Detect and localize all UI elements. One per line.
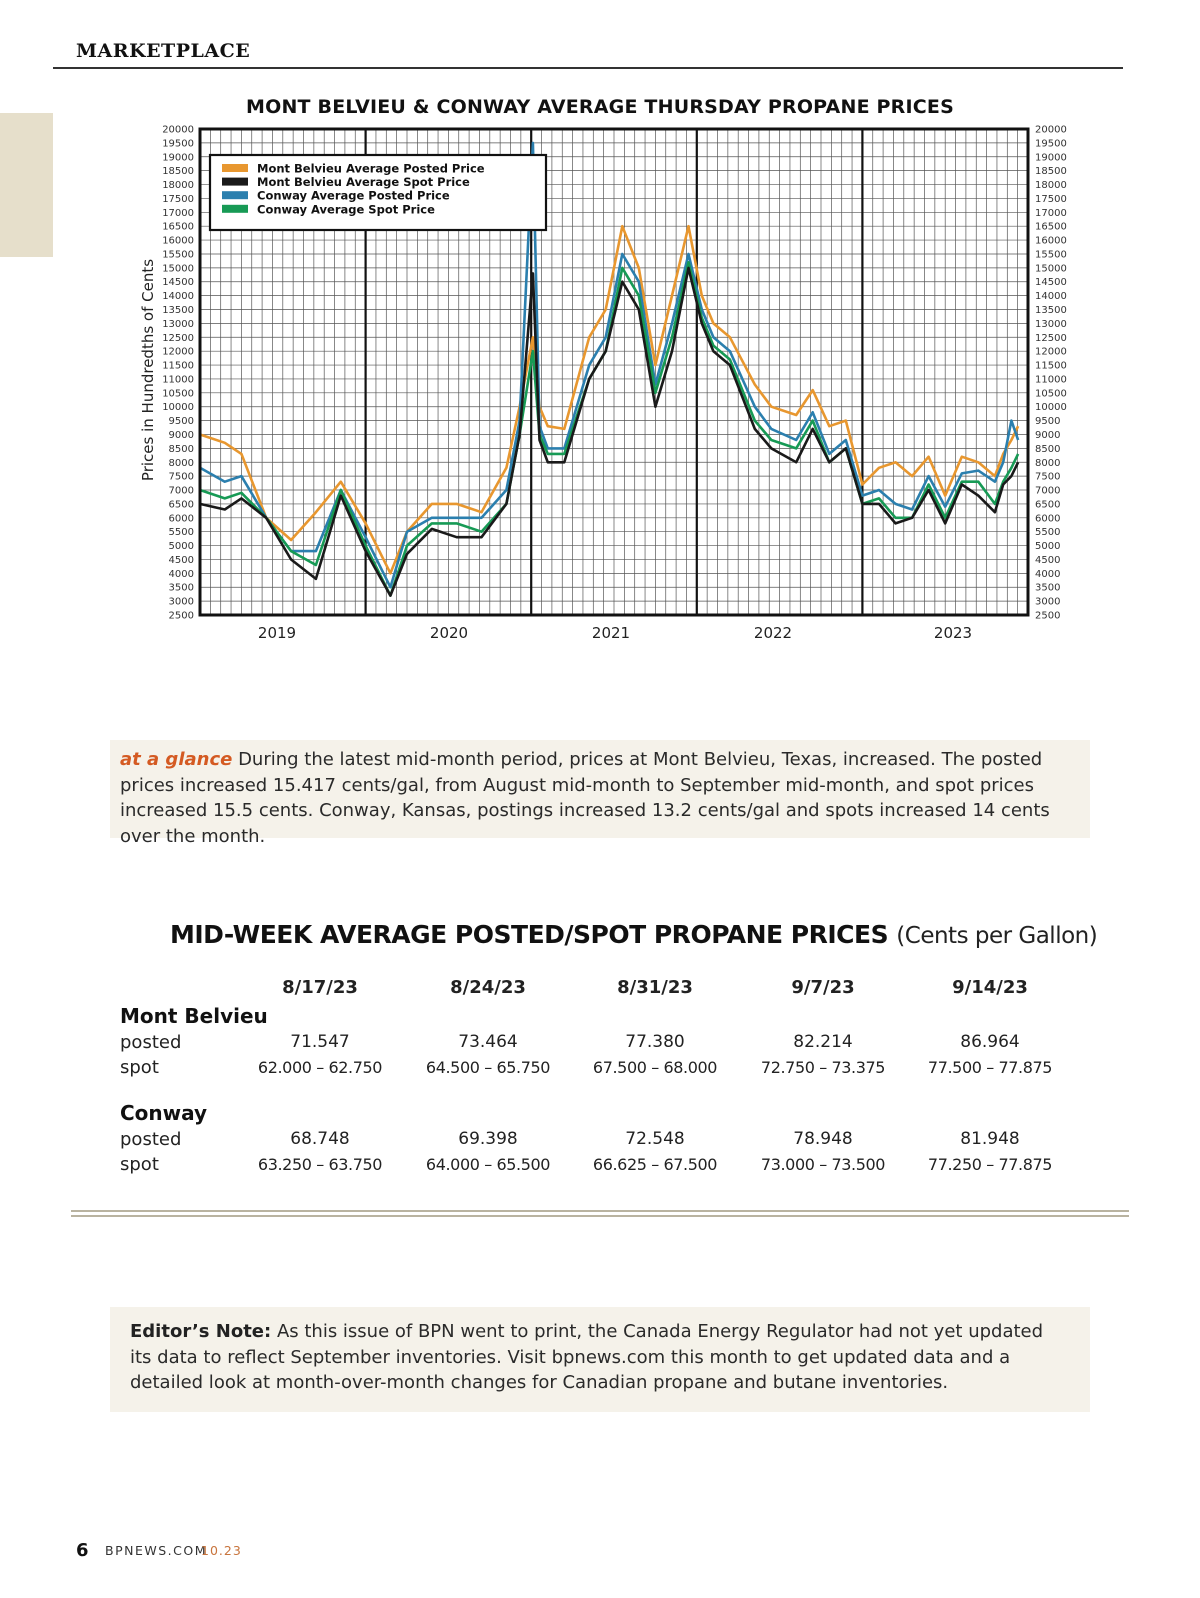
cw-posted-1: 68.748 [290, 1129, 350, 1149]
y-tick-label-right: 6500 [1035, 499, 1061, 511]
y-tick-label-left: 2500 [168, 610, 194, 622]
y-tick-label-right: 11500 [1035, 360, 1067, 372]
y-tick-label-left: 5500 [168, 527, 194, 539]
y-tick-label-left: 10000 [162, 402, 194, 414]
legend-swatch [222, 205, 248, 213]
y-tick-label-right: 6000 [1035, 513, 1061, 525]
legend-label: Mont Belvieu Average Posted Price [257, 161, 485, 176]
section-divider [71, 1210, 1129, 1212]
y-tick-label-right: 7000 [1035, 485, 1061, 497]
y-tick-label-right: 17000 [1035, 207, 1067, 219]
y-tick-label-right: 15500 [1035, 249, 1067, 261]
x-tick-label: 2019 [257, 624, 297, 640]
cw-spot-5: 77.250 – 77.875 [927, 1155, 1053, 1174]
col-header-3: 8/31/23 [617, 977, 693, 998]
cw-spot-4: 73.000 – 73.500 [760, 1155, 886, 1174]
mb-spot-1: 62.000 – 62.750 [257, 1058, 383, 1077]
y-tick-label-left: 14500 [162, 277, 194, 289]
section-label: MARKETPLACE [76, 40, 251, 62]
top-rule [53, 67, 1123, 69]
y-tick-label-right: 3500 [1035, 582, 1061, 594]
footer-site: BPNEWS.COM [105, 1543, 207, 1558]
y-tick-label-right: 9500 [1035, 416, 1061, 428]
y-tick-label-right: 14500 [1035, 277, 1067, 289]
editors-note-label: Editor’s Note: [130, 1321, 272, 1342]
y-tick-label-right: 9000 [1035, 429, 1061, 441]
y-tick-label-left: 19000 [162, 152, 194, 164]
legend-label: Conway Average Spot Price [257, 202, 435, 217]
y-tick-label-left: 3000 [168, 596, 194, 608]
row-label-spot: spot [120, 1057, 159, 1078]
y-tick-label-right: 19000 [1035, 152, 1067, 164]
y-tick-label-left: 14000 [162, 291, 194, 303]
at-a-glance-box [110, 740, 1090, 847]
y-tick-label-right: 2500 [1035, 610, 1061, 622]
y-tick-label-left: 3500 [168, 582, 194, 594]
group-label-mont-belvieu: Mont Belvieu [120, 1004, 268, 1028]
y-tick-label-right: 5000 [1035, 541, 1061, 553]
cw-spot-1: 63.250 – 63.750 [257, 1155, 383, 1174]
legend-label: Conway Average Posted Price [257, 188, 450, 203]
mb-spot-3: 67.500 – 68.000 [592, 1058, 718, 1077]
legend-swatch [222, 191, 248, 199]
y-tick-label-right: 13500 [1035, 305, 1067, 317]
mb-spot-5: 77.500 – 77.875 [927, 1058, 1053, 1077]
col-header-4: 9/7/23 [791, 977, 855, 998]
y-tick-label-right: 20000 [1035, 124, 1067, 136]
y-tick-label-right: 16000 [1035, 235, 1067, 247]
cw-posted-2: 69.398 [458, 1129, 518, 1149]
y-tick-label-left: 12000 [162, 346, 194, 358]
y-tick-label-right: 8000 [1035, 457, 1061, 469]
mb-posted-2: 73.464 [458, 1032, 518, 1052]
legend-label: Mont Belvieu Average Spot Price [257, 175, 470, 190]
mb-spot-2: 64.500 – 65.750 [425, 1058, 551, 1077]
y-tick-label-left: 19500 [162, 138, 194, 150]
row-label-spot: spot [120, 1154, 159, 1175]
y-tick-label-right: 13000 [1035, 318, 1067, 330]
at-a-glance-text: During the latest mid-month period, prices at Mont Belvieu, Texas, increased. The posted prices increased 15.417 cents/gal, from August mid-month to September mid-month, and spot prices increased 15.5 cents. Conway, Kansas, postings increased 13.2 cents/gal and spots increased 14 cents over the month. [120, 749, 1050, 847]
y-tick-label-left: 8500 [168, 443, 194, 455]
y-tick-label-left: 17500 [162, 193, 194, 205]
y-tick-label-left: 18000 [162, 180, 194, 192]
y-tick-label-right: 15000 [1035, 263, 1067, 275]
cw-spot-2: 64.000 – 65.500 [425, 1155, 551, 1174]
y-tick-label-right: 5500 [1035, 527, 1061, 539]
mb-posted-4: 82.214 [793, 1032, 853, 1052]
y-tick-label-left: 13500 [162, 305, 194, 317]
y-tick-label-left: 15000 [162, 263, 194, 275]
row-label-posted: posted [120, 1032, 182, 1053]
y-tick-label-right: 18000 [1035, 180, 1067, 192]
y-tick-label-right: 12000 [1035, 346, 1067, 358]
at-a-glance-tag: at a glance [120, 749, 233, 770]
y-tick-label-left: 6500 [168, 499, 194, 511]
y-tick-label-right: 10000 [1035, 402, 1067, 414]
y-tick-label-right: 18500 [1035, 166, 1067, 178]
col-header-5: 9/14/23 [952, 977, 1028, 998]
cw-posted-4: 78.948 [793, 1129, 853, 1149]
footer-issue: 10.23 [201, 1543, 242, 1558]
y-tick-label-right: 12500 [1035, 332, 1067, 344]
y-tick-label-right: 8500 [1035, 443, 1061, 455]
legend-swatch [222, 164, 248, 172]
y-tick-label-right: 17500 [1035, 193, 1067, 205]
y-tick-label-left: 9500 [168, 416, 194, 428]
y-tick-label-right: 3000 [1035, 596, 1061, 608]
mb-posted-1: 71.547 [290, 1032, 350, 1052]
y-tick-label-left: 11500 [162, 360, 194, 372]
y-tick-label-left: 5000 [168, 541, 194, 553]
y-tick-label-right: 7500 [1035, 471, 1061, 483]
x-tick-label: 2022 [753, 624, 793, 640]
table-title [170, 920, 1097, 949]
mb-posted-5: 86.964 [960, 1032, 1020, 1052]
editors-note-box [110, 1307, 1090, 1412]
y-tick-label-right: 16500 [1035, 221, 1067, 233]
y-tick-label-left: 15500 [162, 249, 194, 261]
y-axis-label: Prices in Hundredths of Cents [139, 258, 157, 482]
y-tick-label-left: 4000 [168, 568, 194, 580]
y-tick-label-right: 4500 [1035, 554, 1061, 566]
cw-posted-5: 81.948 [960, 1129, 1020, 1149]
y-tick-label-left: 8000 [168, 457, 194, 469]
row-label-posted: posted [120, 1129, 182, 1150]
y-tick-label-left: 20000 [162, 124, 194, 136]
y-tick-label-left: 7500 [168, 471, 194, 483]
x-tick-label: 2020 [429, 624, 469, 640]
col-header-1: 8/17/23 [282, 977, 358, 998]
y-tick-label-left: 7000 [168, 485, 194, 497]
y-tick-label-right: 19500 [1035, 138, 1067, 150]
y-tick-label-left: 11000 [162, 374, 194, 386]
y-tick-label-left: 9000 [168, 429, 194, 441]
y-tick-label-left: 4500 [168, 554, 194, 566]
y-tick-label-left: 16000 [162, 235, 194, 247]
mb-spot-4: 72.750 – 73.375 [760, 1058, 886, 1077]
x-tick-label: 2021 [591, 624, 631, 640]
propane-price-chart [0, 120, 1200, 640]
table-unit: (Cents per Gallon) [896, 923, 1098, 949]
mb-posted-3: 77.380 [625, 1032, 685, 1052]
col-header-2: 8/24/23 [450, 977, 526, 998]
y-tick-label-left: 6000 [168, 513, 194, 525]
cw-posted-3: 72.548 [625, 1129, 685, 1149]
y-tick-label-left: 12500 [162, 332, 194, 344]
x-tick-label: 2023 [933, 624, 973, 640]
group-label-conway: Conway [120, 1101, 208, 1125]
y-tick-label-left: 10500 [162, 388, 194, 400]
page-number: 6 [76, 1540, 89, 1561]
y-tick-label-left: 13000 [162, 318, 194, 330]
editors-note-text: As this issue of BPN went to print, the Canada Energy Regulator had not yet updated its data to reflect September inventories. Visit bpnews.com this month to get updated data and a detailed look at month-over-month changes for Canadian propane and butane inventories. [130, 1321, 1044, 1393]
y-tick-label-right: 11000 [1035, 374, 1067, 386]
chart-title: MONT BELVIEU & CONWAY AVERAGE THURSDAY PROPANE PRICES [245, 96, 954, 118]
legend-swatch [222, 178, 248, 186]
y-tick-label-left: 16500 [162, 221, 194, 233]
y-tick-label-left: 17000 [162, 207, 194, 219]
y-tick-label-right: 4000 [1035, 568, 1061, 580]
cw-spot-3: 66.625 – 67.500 [592, 1155, 718, 1174]
y-tick-label-left: 18500 [162, 166, 194, 178]
y-tick-label-right: 14000 [1035, 291, 1067, 303]
y-tick-label-right: 10500 [1035, 388, 1067, 400]
section-divider [71, 1215, 1129, 1217]
table-title-text: MID-WEEK AVERAGE POSTED/SPOT PROPANE PRICES [170, 920, 889, 949]
